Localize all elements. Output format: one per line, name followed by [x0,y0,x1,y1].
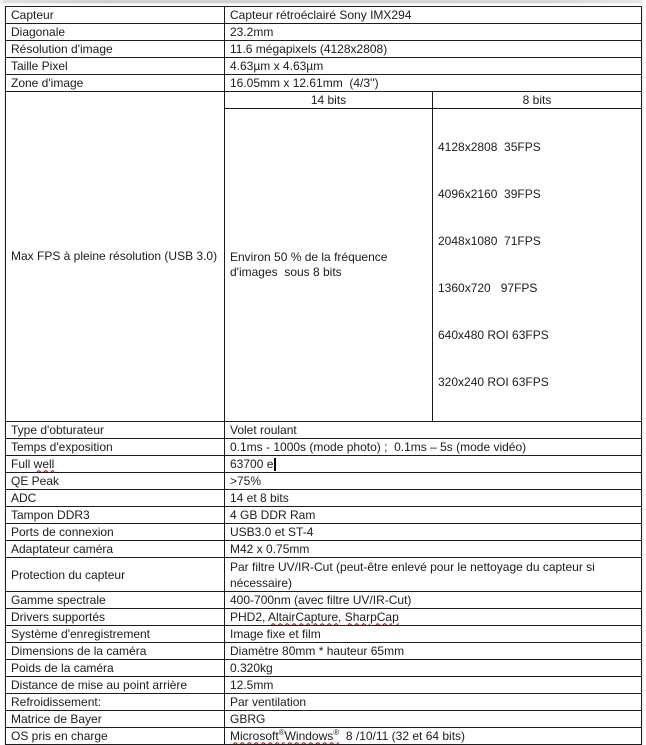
spec-value[interactable]: GBRG [225,711,642,728]
fps-entry: 2048x1080 71FPS [438,234,541,248]
table-row [6,677,642,694]
fps-8bit-list[interactable] [433,109,642,422]
spec-value[interactable]: 12.5mm [225,677,642,694]
table-row [6,24,642,41]
spec-value[interactable]: 0.320kg [225,660,642,677]
fps-entry: 4096x2160 39FPS [438,187,541,201]
fps-8bit-header[interactable]: 8 bits [433,92,642,109]
fps-header-row [6,92,642,109]
spec-value[interactable]: 0.1ms - 1000s (mode photo) ; 0.1ms – 5s (mode vidéo) [225,439,642,456]
spec-value[interactable]: 11.6 mégapixels (4128x2808) [225,41,642,58]
spec-value[interactable]: 14 et 8 bits [225,490,642,507]
spec-label[interactable]: Distance de mise au point arrière [6,677,225,694]
table-row [6,473,642,490]
spec-value[interactable] [225,456,642,473]
spec-label[interactable]: Dimensions de la caméra [6,643,225,660]
spec-label[interactable]: Drivers supportés [6,609,225,626]
misspelled-word: SharpCap [344,609,399,624]
registered-symbol: ® [278,727,285,737]
table-row [6,711,642,728]
spec-value[interactable]: Par filtre UV/IR-Cut (peut-être enlevé pour le nettoyage du capteur si nécessaire) [225,558,642,592]
value-text: , [338,609,345,624]
fps-entry: 4128x2808 35FPS [438,140,541,154]
spec-value[interactable]: 400-700nm (avec filtre UV/IR-Cut) [225,592,642,609]
table-row [6,41,642,58]
spec-label[interactable]: Refroidissement: [6,694,225,711]
value-text: PHD2, [230,609,269,624]
spec-value[interactable]: Image fixe et film [225,626,642,643]
spec-value[interactable]: 4 GB DDR Ram [225,507,642,524]
table-row [6,507,642,524]
spec-value[interactable]: 23.2mm [225,24,642,41]
table-row [6,626,642,643]
spec-label[interactable]: Type d'obturateur [6,422,225,439]
misspelled-word: well [33,456,55,471]
spec-label[interactable]: Système d'enregistrement [6,626,225,643]
spec-label[interactable]: Protection du capteur [6,558,225,592]
table-row [6,75,642,92]
spec-table [5,6,642,745]
spec-value[interactable]: 16.05mm x 12.61mm (4/3'') [225,75,642,92]
table-row [6,422,642,439]
spec-label[interactable]: Temps d'exposition [6,439,225,456]
value-text: 8 /10/11 (32 et 64 bits) [339,728,466,743]
spec-value[interactable] [225,728,642,745]
registered-symbol: ® [333,727,340,737]
spec-label[interactable]: Poids de la caméra [6,660,225,677]
page-top-artifact [2,0,642,3]
spec-label-max-fps[interactable]: Max FPS à pleine résolution (USB 3.0) [6,92,225,422]
table-row [6,490,642,507]
fps-entry: 640x480 ROI 63FPS [438,328,549,342]
spec-value[interactable]: Capteur rétroéclairé Sony IMX294 [225,7,642,24]
table-row [6,524,642,541]
spec-value[interactable]: 4.63µm x 4.63µm [225,58,642,75]
spec-label[interactable] [6,456,225,473]
table-row-full-well [6,456,642,473]
table-row [6,660,642,677]
spec-value[interactable]: USB3.0 et ST-4 [225,524,642,541]
label-text: Full [11,456,34,471]
spec-value[interactable]: >75% [225,473,642,490]
spec-label[interactable]: Zone d'image [6,75,225,92]
spec-label[interactable]: Taille Pixel [6,58,225,75]
fps-entry: 320x240 ROI 63FPS [438,375,549,389]
table-row [6,643,642,660]
fps-14bit-value[interactable]: Environ 50 % de la fréquence d'images sous 8 bits [225,109,433,422]
spec-label[interactable]: QE Peak [6,473,225,490]
fps-entry: 1360x720 97FPS [438,281,538,295]
spec-label[interactable]: OS pris en charge [6,728,225,745]
table-row [6,558,642,592]
spec-label[interactable]: Capteur [6,7,225,24]
spec-value[interactable]: Volet roulant [225,422,642,439]
spec-label[interactable]: Gamme spectrale [6,592,225,609]
spec-label[interactable]: Ports de connexion [6,524,225,541]
spec-value[interactable]: M42 x 0.75mm [225,541,642,558]
table-row [6,541,642,558]
misspelled-word: Microsoft®Windows® [230,727,340,743]
value-text: 63700 e [230,456,274,471]
table-row [6,7,642,24]
spec-label[interactable]: ADC [6,490,225,507]
spec-label[interactable]: Résolution d'image [6,41,225,58]
table-row [6,694,642,711]
spec-value[interactable] [225,609,642,626]
table-row [6,58,642,75]
table-row-drivers [6,609,642,626]
spec-value[interactable]: Diamètre 80mm * hauteur 65mm [225,643,642,660]
table-row [6,592,642,609]
text-cursor [274,458,276,471]
spec-label[interactable]: Adaptateur caméra [6,541,225,558]
fps-14bit-header[interactable]: 14 bits [225,92,433,109]
spec-label[interactable]: Tampon DDR3 [6,507,225,524]
table-row-os [6,728,642,745]
table-row [6,439,642,456]
misspelled-word: AltairCapture [268,609,339,624]
spec-value[interactable]: Par ventilation [225,694,642,711]
spec-label[interactable]: Diagonale [6,24,225,41]
spec-label[interactable]: Matrice de Bayer [6,711,225,728]
